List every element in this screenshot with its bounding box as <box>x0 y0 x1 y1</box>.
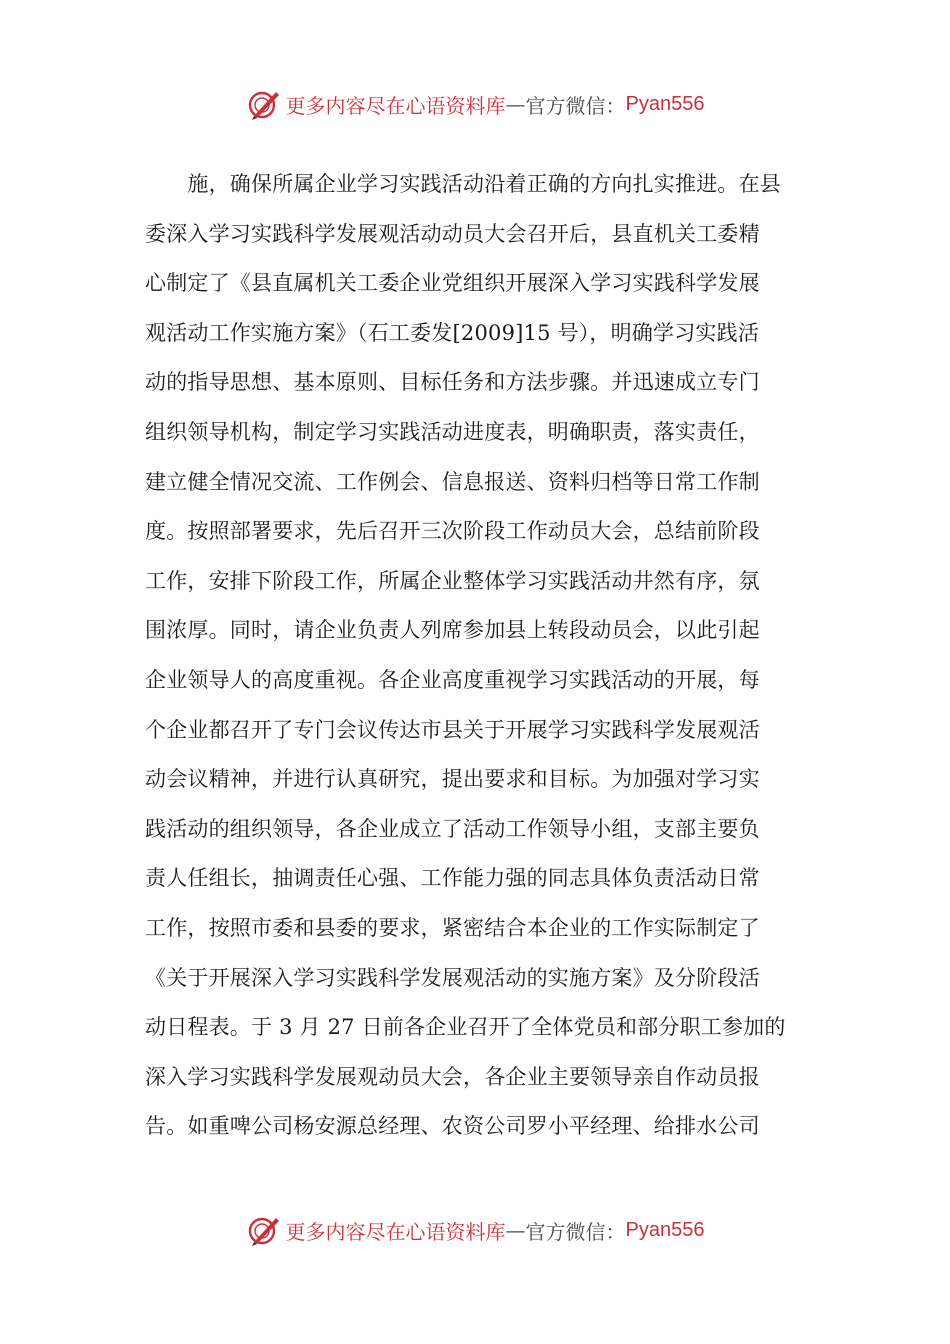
text-line: 践活动的组织领导，各企业成立了活动工作领导小组，支部主要负 <box>145 816 760 841</box>
footer-promo-text: 更多内容尽在心语资料库 <box>285 1219 506 1244</box>
text-line: 告。如重啤公司杨安源总经理、农资公司罗小平经理、给排水公司 <box>145 1114 760 1139</box>
text-line: 围浓厚。同时，请企业负责人列席参加县上转段动员会，以此引起 <box>145 618 760 643</box>
document-body <box>145 160 810 1152</box>
wechat-label: 官方微信： <box>525 93 626 118</box>
footer-banner-dash: — <box>505 1218 526 1242</box>
footer-wechat-id: Pyan556 <box>625 1218 705 1241</box>
promo-text: 更多内容尽在心语资料库 <box>285 93 506 118</box>
text-line: 责人任组长，抽调责任心强、工作能力强的同志具体负责活动日常 <box>145 866 760 891</box>
text-line: 建立健全情况交流、工作例会、信息报送、资料归档等日常工作制 <box>145 469 760 494</box>
text-line: 工作，安排下阶段工作，所属企业整体学习实践活动井然有序，氛 <box>145 568 760 593</box>
text-line: 企业领导人的高度重视。各企业高度重视学习实践活动的开展，每 <box>145 667 760 692</box>
text-line: 组织领导机构，制定学习实践活动进度表，明确职责，落实责任， <box>145 419 760 444</box>
footer-wechat-label: 官方微信： <box>525 1219 626 1244</box>
footer-banner <box>0 1210 950 1250</box>
text-line: 深入学习实践科学发展观动员大会，各企业主要领导亲自作动员报 <box>145 1064 760 1089</box>
text-line: 心制定了《县直属机关工委企业党组织开展深入学习实践科学发展 <box>145 271 760 296</box>
text-line: 施，确保所属企业学习实践活动沿着正确的方向扎实推进。在县 <box>145 172 781 196</box>
pen-on-circle-logo-icon <box>246 1212 282 1248</box>
text-line: 工作，按照市委和县委的要求，紧密结合本企业的工作实际制定了 <box>145 915 760 940</box>
text-line: 动的指导思想、基本原则、目标任务和方法步骤。并迅速成立专门 <box>145 370 760 395</box>
wechat-id: Pyan556 <box>625 92 705 115</box>
text-line: 委深入学习实践科学发展观活动动员大会召开后，县直机关工委精 <box>145 221 760 246</box>
banner-dash: — <box>505 92 526 116</box>
header-banner <box>0 84 950 124</box>
text-line: 个企业都召开了专门会议传达市县关于开展学习实践科学发展观活 <box>145 717 760 742</box>
text-line: 观活动工作实施方案》（石工委发[2009]15 号），明确学习实践活 <box>145 320 760 345</box>
text-line: 度。按照部署要求，先后召开三次阶段工作动员大会，总结前阶段 <box>145 519 760 544</box>
text-line: 《关于开展深入学习实践科学发展观活动的实施方案》及分阶段活 <box>145 965 760 990</box>
pen-on-circle-logo-icon <box>246 86 282 122</box>
text-line: 动日程表。于 3 月 27 日前各企业召开了全体党员和部分职工参加的 <box>145 1015 786 1040</box>
text-line: 动会议精神，并进行认真研究，提出要求和目标。为加强对学习实 <box>145 767 760 792</box>
